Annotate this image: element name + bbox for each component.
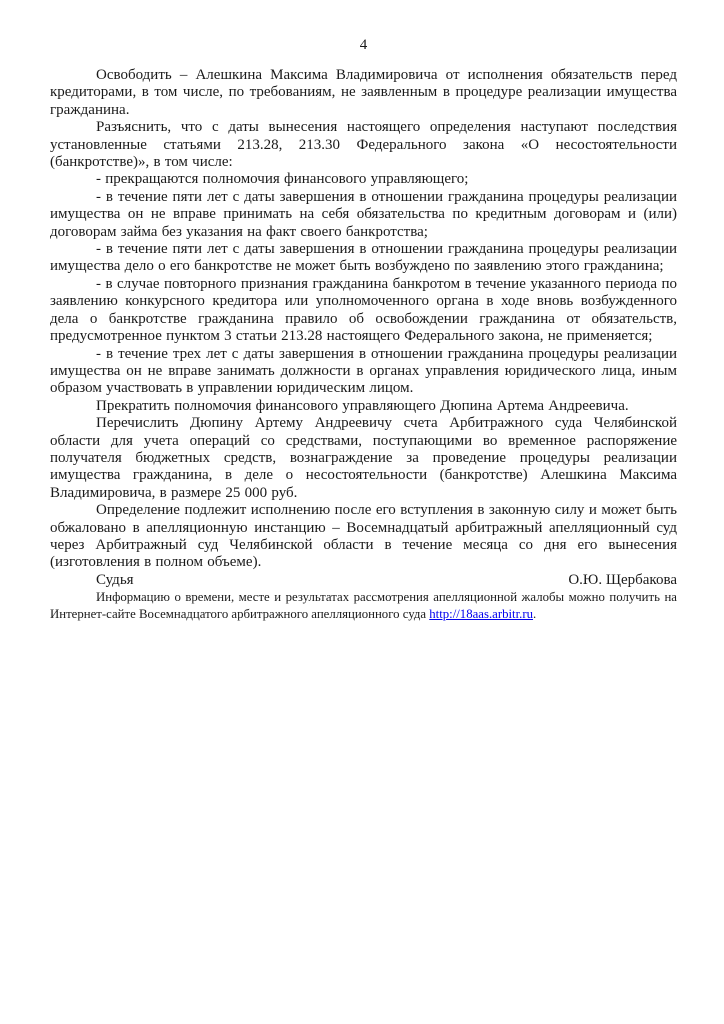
footer-note bbox=[50, 589, 677, 622]
paragraph-consequence-1: - прекращаются полномочия финансового управляющего; bbox=[96, 171, 469, 188]
paragraph-consequence-2: - в течение пяти лет с даты завершения в отношении гражданина процедуры реализации имущества он не вправе принимать на себя обязательства по кредитным договорам и (или) договорам займа без указания на факт своего банкротства; bbox=[50, 188, 677, 240]
paragraph-resolution-release: Освободить – Алешкина Максима Владимировича от исполнения обязательств перед кредиторами, в том числе, по требованиям, не заявленным в процедуре реализации имущества гражданина. bbox=[50, 67, 677, 118]
court-website-link[interactable]: http://18aas.arbitr.ru bbox=[429, 606, 534, 621]
paragraph-terminate-manager: Прекратить полномочия финансового управляющего Дюпина Артема Андреевича. bbox=[96, 397, 629, 414]
footer-note-text-before: Информацию о времени, месте и результатах рассмотрения апелляционной жалобы можно получить на Интернет-сайте Восемнадцатого арбитражного апелляционного суда bbox=[50, 590, 677, 621]
document-body bbox=[50, 67, 677, 572]
page-number: 4 bbox=[359, 37, 368, 53]
judge-role-label: Судья bbox=[96, 571, 134, 588]
paragraph-clarification: Разъяснить, что с даты вынесения настоящего определения наступают последствия установленные статьями 213.28, 213.30 Федерального закона «О несостоятельности (банкротстве)», в том числе: bbox=[50, 119, 677, 171]
judge-name: О.Ю. Щербакова bbox=[568, 571, 677, 588]
paragraph-consequence-5: - в течение трех лет с даты завершения в отношении гражданина процедуры реализации имущества он не вправе занимать должности в органах управления юридического лица, иным образом участвовать в управлении юридическим лицом. bbox=[50, 345, 677, 397]
paragraph-transfer-payment: Перечислить Дюпину Артему Андреевичу счета Арбитражного суда Челябинской области для учета операций со средствами, поступающими во временное распоряжение получателя бюджетных средств, вознаграждение за проведение процедуры реализации имущества гражданина, в деле о несостоятельности (банкротстве) Алешкина Максима Владимировича, в размере 25 000 руб. bbox=[50, 415, 677, 501]
paragraph-consequence-4: - в случае повторного признания гражданина банкротом в течение указанного периода по заявлению конкурсного кредитора или уполномоченного органа в ходе вновь возбужденного дела о банкротстве гражданина правило об освобождении гражданина от обязательств, предусмотренное пунктом 3 статьи 213.28 настоящего Федерального закона, не применяется; bbox=[50, 275, 677, 345]
footer-note-text-after: . bbox=[533, 606, 537, 621]
paragraph-consequence-3: - в течение пяти лет с даты завершения в отношении гражданина процедуры реализации имущества дело о его банкротстве не может быть возбуждено по заявлению этого гражданина; bbox=[50, 241, 677, 275]
signature-row bbox=[50, 572, 677, 589]
paragraph-appeal-procedure: Определение подлежит исполнению после его вступления в законную силу и может быть обжаловано в апелляционную инстанцию – Восемнадцатый арбитражный апелляционный суд через Арбитражный суд Челябинской области в течение месяца со дня его вынесения (изготовления в полном объеме). bbox=[50, 502, 677, 571]
